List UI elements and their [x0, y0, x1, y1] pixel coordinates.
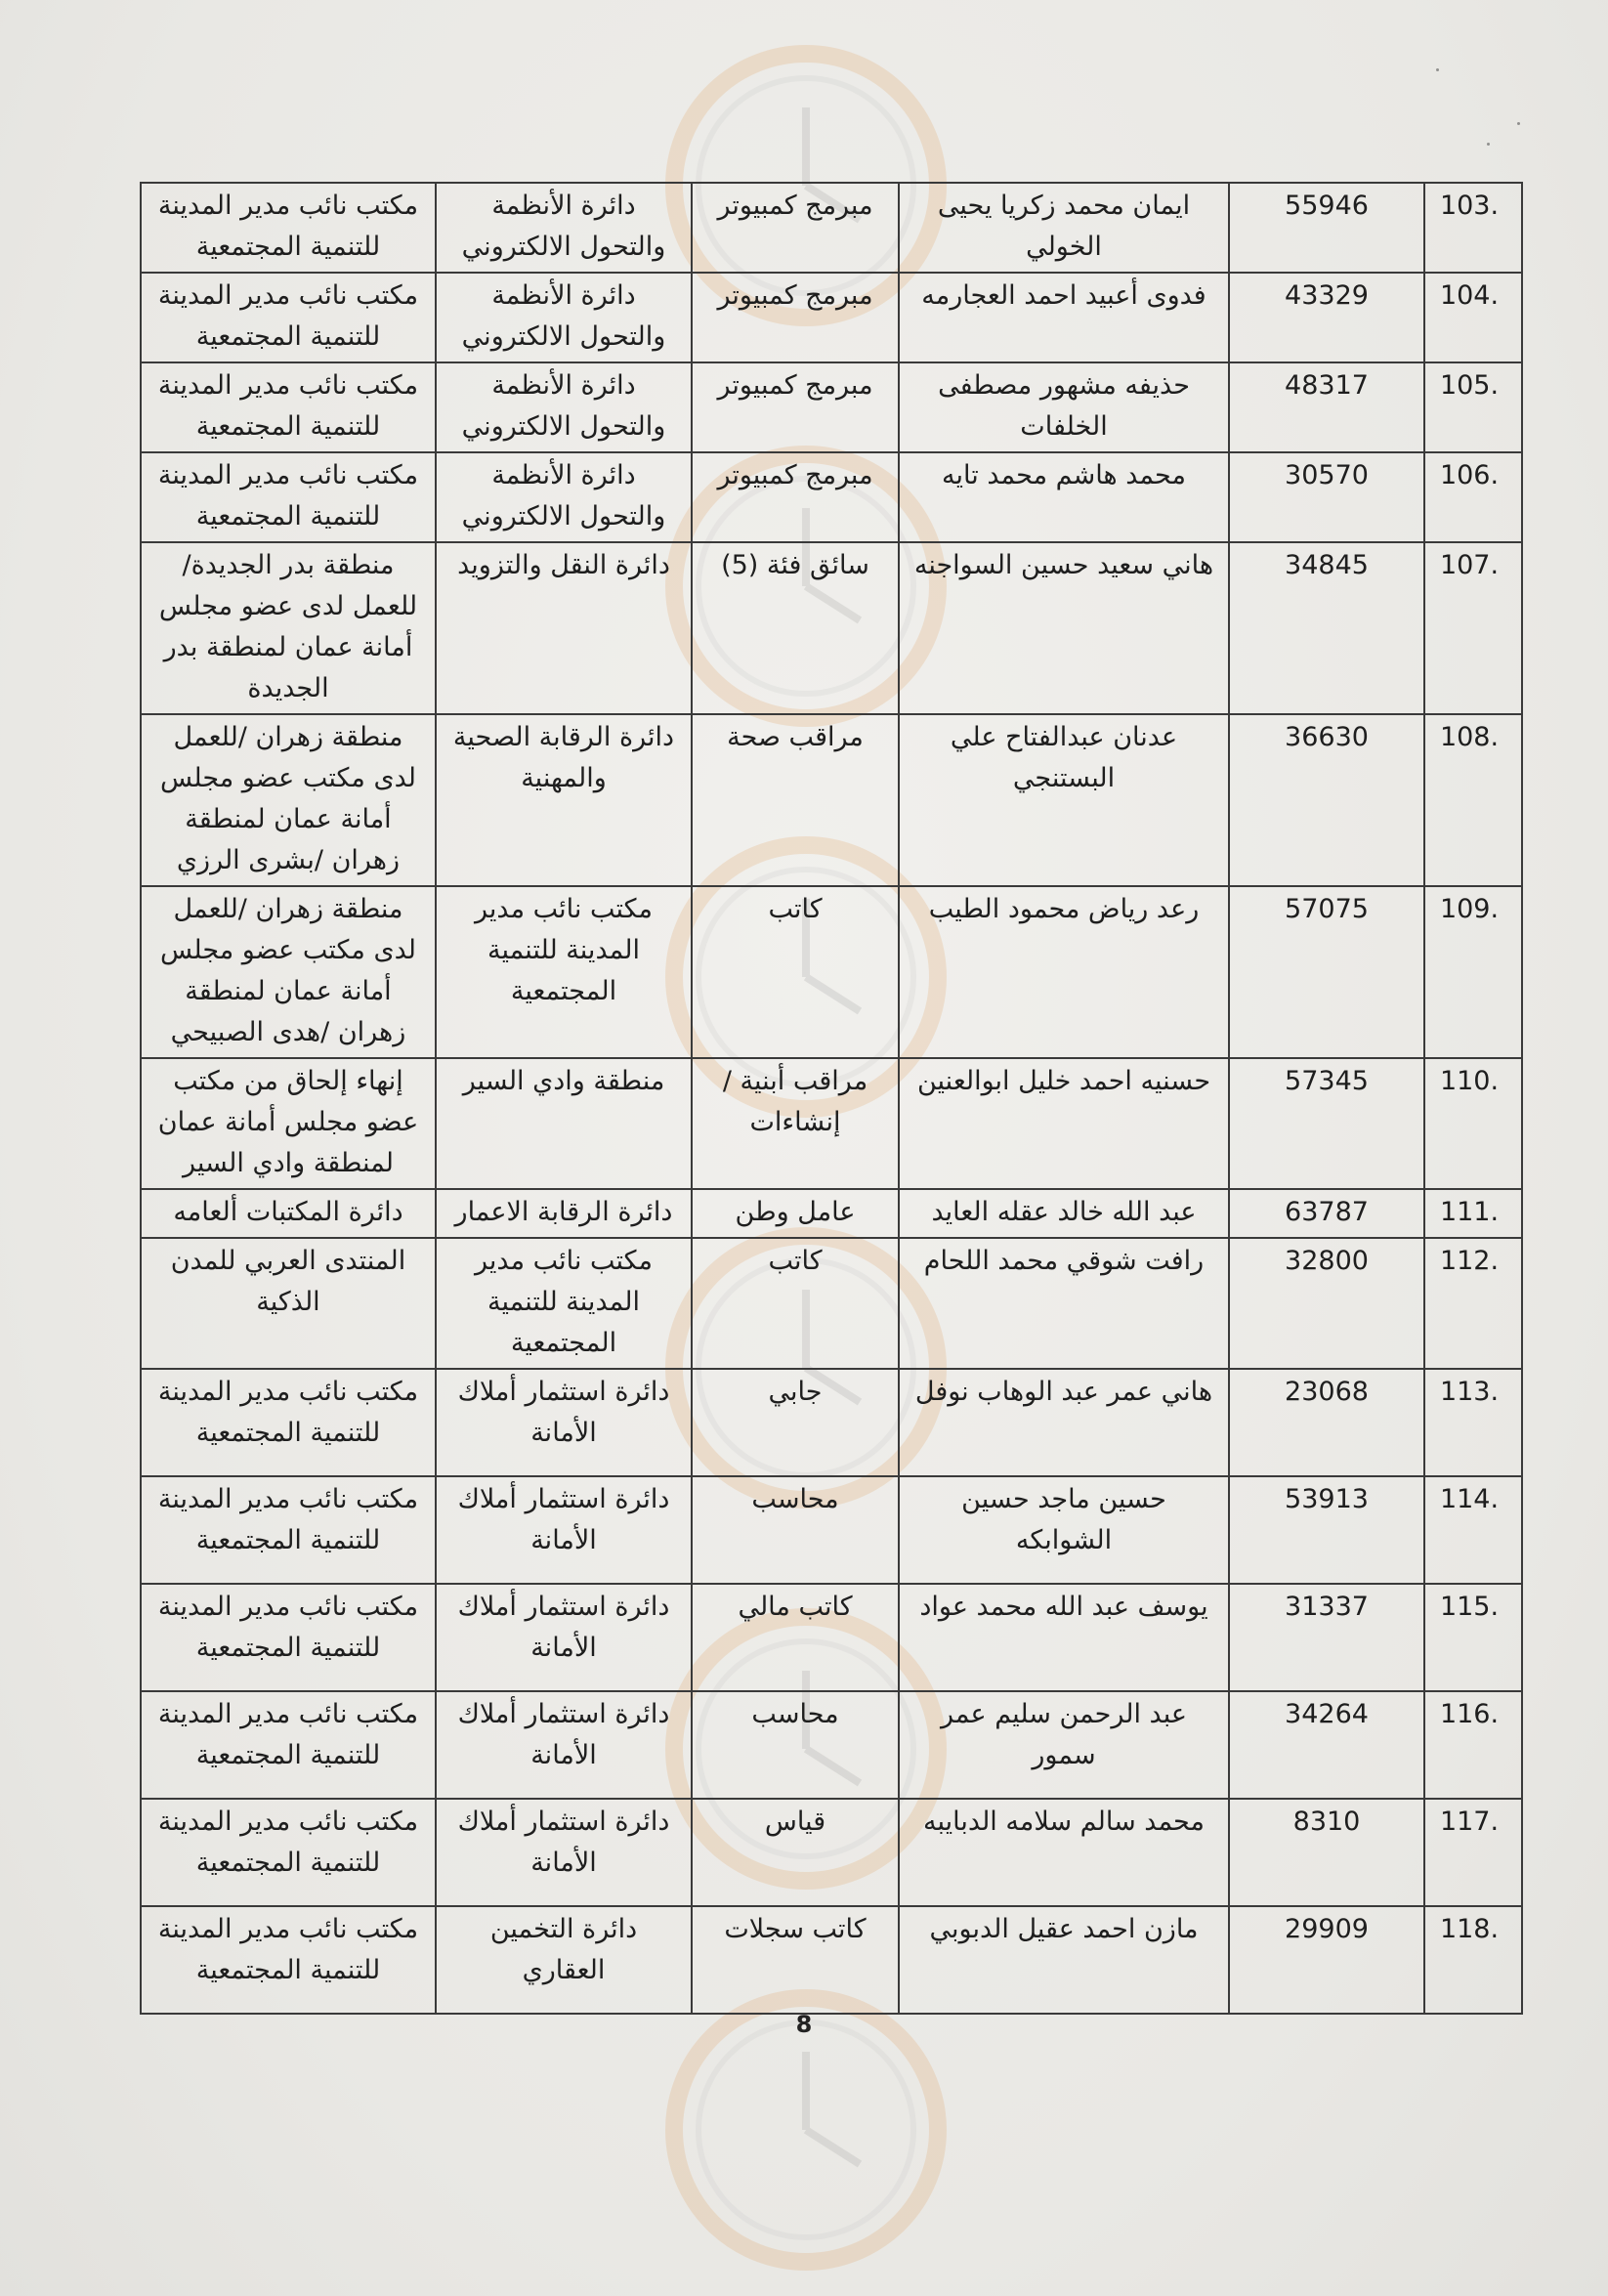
cell-employee-name-text: محمد سالم سلامه الدبايبه	[923, 1807, 1205, 1837]
cell-destination-text: مكتب نائب مدير المدينة للتنمية المجتمعية	[157, 1377, 419, 1448]
cell-current-department-text: دائرة استثمار أملاك الأمانة	[457, 1699, 670, 1770]
cell-employee-id-text: 8310	[1292, 1807, 1361, 1837]
cell-current-department	[436, 1906, 692, 2014]
cell-job-title	[692, 542, 899, 714]
cell-employee-id	[1229, 362, 1424, 452]
cell-destination-text: مكتب نائب مدير المدينة للتنمية المجتمعية	[157, 460, 419, 531]
table-row	[141, 1799, 1522, 1906]
cell-serial-number	[1424, 1058, 1522, 1189]
table-row	[141, 1189, 1522, 1238]
table-row	[141, 886, 1522, 1058]
cell-current-department-text: دائرة الأنظمة والتحول الالكتروني	[461, 280, 666, 352]
cell-employee-name	[899, 1058, 1229, 1189]
cell-current-department-text: دائرة الأنظمة والتحول الالكتروني	[461, 460, 666, 531]
cell-employee-name	[899, 1189, 1229, 1238]
cell-employee-id-text: 55946	[1285, 191, 1369, 221]
cell-destination	[141, 1799, 436, 1906]
cell-destination-text: منطقة بدر الجديدة/للعمل لدى عضو مجلس أمانة عمان لمنطقة بدر الجديدة	[158, 550, 418, 703]
cell-serial-number-text: 117.	[1439, 1807, 1500, 1837]
transfer-table	[140, 182, 1523, 2015]
cell-serial-number	[1424, 1369, 1522, 1476]
cell-serial-number	[1424, 273, 1522, 362]
cell-destination-text: مكتب نائب مدير المدينة للتنمية المجتمعية	[157, 1914, 419, 1985]
cell-destination	[141, 1906, 436, 2014]
cell-current-department	[436, 1476, 692, 1584]
cell-destination-text: دائرة المكتبات ألعامه	[173, 1197, 403, 1227]
cell-employee-name	[899, 542, 1229, 714]
cell-employee-name	[899, 273, 1229, 362]
cell-destination	[141, 714, 436, 886]
cell-current-department	[436, 452, 692, 542]
cell-destination-text: منطقة زهران /للعمل لدى مكتب عضو مجلس أمانة عمان لمنطقة زهران /بشرى الرزي	[159, 722, 417, 875]
cell-serial-number	[1424, 183, 1522, 273]
cell-serial-number-text: 111.	[1439, 1197, 1500, 1227]
cell-serial-number-text: 109.	[1439, 894, 1500, 924]
cell-serial-number	[1424, 452, 1522, 542]
cell-current-department-text: دائرة التخمين العقاري	[489, 1914, 638, 1985]
cell-employee-name	[899, 1584, 1229, 1691]
cell-job-title-text: كاتب	[768, 1246, 823, 1276]
cell-serial-number-text: 115.	[1439, 1592, 1500, 1622]
cell-job-title	[692, 362, 899, 452]
cell-employee-name-text: محمد هاشم محمد تايه	[942, 460, 1186, 490]
cell-serial-number	[1424, 1799, 1522, 1906]
cell-employee-id	[1229, 1584, 1424, 1691]
cell-current-department	[436, 1058, 692, 1189]
cell-job-title	[692, 1189, 899, 1238]
cell-current-department-text: دائرة استثمار أملاك الأمانة	[457, 1377, 670, 1448]
cell-destination-text: مكتب نائب مدير المدينة للتنمية المجتمعية	[157, 370, 419, 442]
cell-job-title	[692, 1369, 899, 1476]
cell-serial-number	[1424, 1476, 1522, 1584]
cell-employee-id-text: 34264	[1285, 1699, 1369, 1729]
cell-serial-number	[1424, 542, 1522, 714]
cell-employee-name-text: حسين ماجد حسين الشوابكه	[961, 1484, 1166, 1555]
table-row	[141, 362, 1522, 452]
cell-job-title-text: عامل وطن	[735, 1197, 856, 1227]
cell-employee-name	[899, 1476, 1229, 1584]
cell-serial-number-text: 116.	[1439, 1699, 1500, 1729]
cell-employee-id-text: 34845	[1285, 550, 1369, 580]
table-row	[141, 1584, 1522, 1691]
cell-employee-name-text: حسنيه احمد خليل ابوالعنين	[916, 1066, 1211, 1096]
cell-serial-number	[1424, 1238, 1522, 1369]
cell-destination	[141, 1584, 436, 1691]
cell-destination	[141, 886, 436, 1058]
cell-employee-name	[899, 886, 1229, 1058]
cell-current-department	[436, 1584, 692, 1691]
cell-employee-name-text: ايمان محمد زكريا يحيى الخولي	[937, 191, 1191, 262]
cell-destination	[141, 1476, 436, 1584]
cell-employee-id	[1229, 1476, 1424, 1584]
cell-employee-id	[1229, 1189, 1424, 1238]
cell-employee-name-text: هاني عمر عبد الوهاب نوفل	[914, 1377, 1213, 1407]
cell-job-title-text: مبرمج كمبيوتر	[717, 280, 873, 311]
cell-employee-name-text: رافت شوقي محمد اللحام	[923, 1246, 1205, 1276]
cell-current-department-text: دائرة الأنظمة والتحول الالكتروني	[461, 370, 666, 442]
cell-serial-number-text: 106.	[1439, 460, 1500, 490]
cell-employee-id-text: 30570	[1285, 460, 1369, 490]
cell-serial-number-text: 105.	[1439, 370, 1500, 401]
cell-employee-id	[1229, 183, 1424, 273]
cell-current-department-text: دائرة النقل والتزويد	[457, 550, 670, 580]
cell-serial-number-text: 104.	[1439, 280, 1500, 311]
cell-current-department	[436, 183, 692, 273]
cell-serial-number	[1424, 714, 1522, 886]
cell-job-title-text: كاتب سجلات	[724, 1914, 867, 1944]
cell-job-title-text: مبرمج كمبيوتر	[717, 191, 873, 221]
cell-employee-id-text: 53913	[1285, 1484, 1369, 1514]
cell-current-department	[436, 273, 692, 362]
cell-employee-id	[1229, 1691, 1424, 1799]
cell-employee-id	[1229, 1058, 1424, 1189]
cell-destination	[141, 452, 436, 542]
cell-job-title-text: محاسب	[751, 1699, 839, 1729]
cell-employee-name-text: مازن احمد عقيل الدبوبي	[929, 1914, 1199, 1944]
cell-destination	[141, 542, 436, 714]
cell-current-department	[436, 1369, 692, 1476]
cell-employee-id-text: 31337	[1285, 1592, 1369, 1622]
cell-job-title	[692, 273, 899, 362]
cell-employee-id-text: 43329	[1285, 280, 1369, 311]
cell-employee-name	[899, 714, 1229, 886]
cell-current-department-text: دائرة استثمار أملاك الأمانة	[457, 1484, 670, 1555]
cell-serial-number	[1424, 886, 1522, 1058]
cell-employee-id	[1229, 542, 1424, 714]
cell-employee-name-text: عبد الله خالد عقله العايد	[931, 1197, 1197, 1227]
table-row	[141, 273, 1522, 362]
cell-employee-name	[899, 1369, 1229, 1476]
table-row	[141, 1691, 1522, 1799]
table-row	[141, 542, 1522, 714]
cell-job-title	[692, 886, 899, 1058]
cell-current-department	[436, 1189, 692, 1238]
table-body	[141, 183, 1522, 2014]
cell-job-title-text: محاسب	[751, 1484, 839, 1514]
cell-job-title-text: مبرمج كمبيوتر	[717, 460, 873, 490]
cell-serial-number-text: 108.	[1439, 722, 1500, 752]
table-row	[141, 714, 1522, 886]
cell-employee-id	[1229, 1906, 1424, 2014]
cell-serial-number	[1424, 1691, 1522, 1799]
cell-destination-text: مكتب نائب مدير المدينة للتنمية المجتمعية	[157, 191, 419, 262]
cell-job-title-text: مبرمج كمبيوتر	[717, 370, 873, 401]
cell-employee-id-text: 29909	[1285, 1914, 1369, 1944]
cell-current-department	[436, 714, 692, 886]
cell-job-title-text: كاتب	[768, 894, 823, 924]
cell-job-title	[692, 452, 899, 542]
cell-job-title-text: كاتب مالي	[738, 1592, 853, 1622]
cell-serial-number-text: 114.	[1439, 1484, 1500, 1514]
cell-employee-name-text: حذيفه مشهور مصطفى الخلفات	[938, 370, 1190, 442]
page-number: 8	[795, 2011, 813, 2038]
table-row	[141, 1238, 1522, 1369]
scan-speck	[1436, 68, 1439, 71]
cell-job-title	[692, 1799, 899, 1906]
cell-employee-id-text: 23068	[1285, 1377, 1369, 1407]
cell-employee-id-text: 32800	[1285, 1246, 1369, 1276]
cell-destination	[141, 1189, 436, 1238]
cell-employee-id	[1229, 714, 1424, 886]
scan-speck	[1487, 143, 1490, 146]
cell-job-title	[692, 1906, 899, 2014]
cell-serial-number-text: 107.	[1439, 550, 1500, 580]
cell-destination-text: إنهاء إلحاق من مكتب عضو مجلس أمانة عمان لمنطقة وادي السير	[157, 1066, 419, 1178]
cell-job-title	[692, 714, 899, 886]
table-row	[141, 183, 1522, 273]
cell-serial-number-text: 113.	[1439, 1377, 1500, 1407]
cell-destination	[141, 183, 436, 273]
cell-job-title	[692, 1691, 899, 1799]
cell-employee-id	[1229, 1369, 1424, 1476]
cell-serial-number-text: 110.	[1439, 1066, 1500, 1096]
cell-employee-name	[899, 1238, 1229, 1369]
cell-current-department-text: دائرة الأنظمة والتحول الالكتروني	[461, 191, 666, 262]
cell-employee-id	[1229, 1238, 1424, 1369]
cell-employee-id-text: 63787	[1285, 1197, 1369, 1227]
cell-current-department-text: دائرة استثمار أملاك الأمانة	[457, 1807, 670, 1878]
cell-employee-name-text: عدنان عبدالفتاح علي البستنجي	[950, 722, 1178, 793]
cell-destination-text: المنتدى العربي للمدن الذكية	[170, 1246, 406, 1317]
cell-destination-text: مكتب نائب مدير المدينة للتنمية المجتمعية	[157, 1699, 419, 1770]
cell-job-title-text: قياس	[764, 1807, 826, 1837]
cell-destination	[141, 362, 436, 452]
cell-job-title-text: مراقب صحة	[727, 722, 864, 752]
cell-current-department-text: مكتب نائب مدير المدينة للتنمية المجتمعية	[474, 894, 653, 1006]
cell-destination	[141, 1238, 436, 1369]
cell-employee-name	[899, 362, 1229, 452]
cell-employee-id-text: 48317	[1285, 370, 1369, 401]
cell-current-department-text: مكتب نائب مدير المدينة للتنمية المجتمعية	[474, 1246, 653, 1358]
cell-serial-number	[1424, 362, 1522, 452]
cell-serial-number-text: 103.	[1439, 191, 1500, 221]
cell-serial-number	[1424, 1906, 1522, 2014]
cell-job-title	[692, 1476, 899, 1584]
cell-current-department-text: دائرة الرقابة الاعمار	[454, 1197, 673, 1227]
cell-current-department-text: منطقة وادي السير	[462, 1066, 665, 1096]
cell-current-department	[436, 886, 692, 1058]
cell-destination-text: مكتب نائب مدير المدينة للتنمية المجتمعية	[157, 1484, 419, 1555]
cell-employee-name	[899, 183, 1229, 273]
cell-serial-number	[1424, 1584, 1522, 1691]
cell-job-title-text: مراقب أبنية /إنشاءات	[722, 1066, 868, 1137]
cell-current-department-text: دائرة الرقابة الصحية والمهنية	[452, 722, 675, 793]
table-row	[141, 1476, 1522, 1584]
cell-current-department	[436, 1799, 692, 1906]
cell-employee-id	[1229, 1799, 1424, 1906]
cell-job-title-text: سائق فئة (5)	[721, 550, 869, 580]
cell-serial-number-text: 118.	[1439, 1914, 1500, 1944]
cell-job-title	[692, 1058, 899, 1189]
cell-destination-text: مكتب نائب مدير المدينة للتنمية المجتمعية	[157, 1592, 419, 1663]
cell-job-title	[692, 1584, 899, 1691]
cell-employee-id	[1229, 452, 1424, 542]
cell-employee-name	[899, 452, 1229, 542]
cell-current-department	[436, 1691, 692, 1799]
cell-current-department-text: دائرة استثمار أملاك الأمانة	[457, 1592, 670, 1663]
cell-employee-id	[1229, 273, 1424, 362]
cell-employee-id-text: 36630	[1285, 722, 1369, 752]
cell-serial-number	[1424, 1189, 1522, 1238]
table-row	[141, 1058, 1522, 1189]
cell-destination-text: مكتب نائب مدير المدينة للتنمية المجتمعية	[157, 280, 419, 352]
cell-destination	[141, 1369, 436, 1476]
cell-employee-name-text: يوسف عبد الله محمد عواد	[919, 1592, 1208, 1622]
cell-employee-name-text: عبد الرحمن سليم عمر سمور	[941, 1699, 1187, 1770]
cell-employee-id-text: 57075	[1285, 894, 1369, 924]
cell-employee-id-text: 57345	[1285, 1066, 1369, 1096]
cell-destination-text: منطقة زهران /للعمل لدى مكتب عضو مجلس أمانة عمان لمنطقة زهران /هدى الصبيحي	[159, 894, 417, 1047]
cell-destination-text: مكتب نائب مدير المدينة للتنمية المجتمعية	[157, 1807, 419, 1878]
table-row	[141, 452, 1522, 542]
scan-speck	[1517, 122, 1520, 125]
cell-current-department	[436, 1238, 692, 1369]
cell-employee-name	[899, 1691, 1229, 1799]
cell-employee-name	[899, 1799, 1229, 1906]
cell-current-department	[436, 362, 692, 452]
cell-current-department	[436, 542, 692, 714]
table-row	[141, 1369, 1522, 1476]
cell-employee-name-text: رعد رياض محمود الطيب	[928, 894, 1200, 924]
cell-serial-number-text: 112.	[1439, 1246, 1500, 1276]
cell-destination	[141, 273, 436, 362]
cell-employee-name	[899, 1906, 1229, 2014]
cell-destination	[141, 1691, 436, 1799]
cell-job-title	[692, 183, 899, 273]
cell-employee-id	[1229, 886, 1424, 1058]
cell-job-title-text: جابي	[768, 1377, 823, 1407]
cell-employee-name-text: هاني سعيد حسين السواجنه	[913, 550, 1214, 580]
cell-destination	[141, 1058, 436, 1189]
cell-employee-name-text: فدوى أعبيد احمد العجارمه	[921, 280, 1206, 311]
cell-job-title	[692, 1238, 899, 1369]
table-row	[141, 1906, 1522, 2014]
